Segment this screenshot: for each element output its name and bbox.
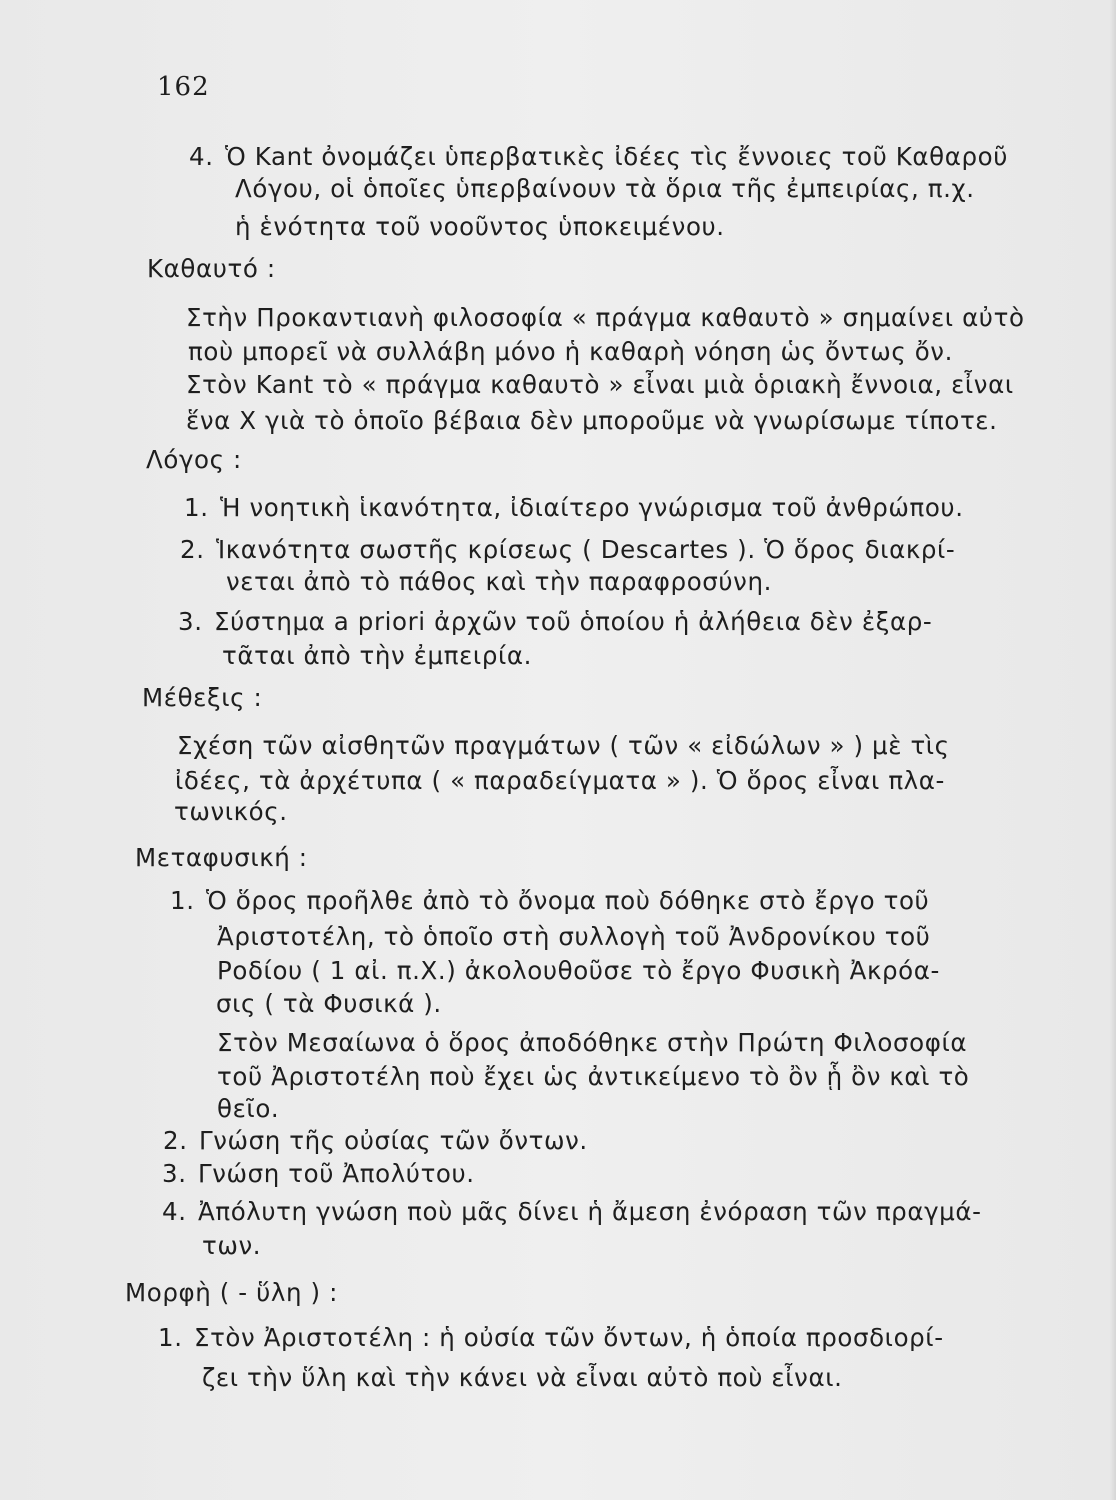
text-line: ἡ ἑνότητα τοῦ νοοῦντος ὑποκειμένου. [235, 212, 725, 241]
list-item [162, 1196, 982, 1228]
term-heading: Μορφὴ ( - ὕλη ) : [125, 1278, 338, 1307]
text-line: τᾶται ἀπὸ τὴν ἐμπειρία. [222, 641, 533, 670]
list-number: 1. [158, 1323, 183, 1352]
list-number: 4. [189, 142, 214, 171]
list-number: 2. [163, 1126, 188, 1155]
list-item [178, 606, 932, 638]
text-line: Στὸν Kant τὸ « πράγμα καθαυτὸ » εἶναι μιὰ ὁριακὴ ἔννοια, εἶναι [186, 370, 1014, 399]
list-number: 1. [184, 493, 209, 522]
term-heading: Μέθεξις : [142, 683, 263, 712]
term-heading: Καθαυτό : [147, 254, 276, 283]
text-line: των. [202, 1231, 262, 1260]
text-line: Γνώση τοῦ Ἀπολύτου. [198, 1159, 475, 1188]
list-item [184, 492, 964, 524]
list-number: 2. [180, 535, 205, 564]
text-line: ποὺ μπορεῖ νὰ συλλάβη μόνο ἡ καθαρὴ νόηση ὡς ὄντως ὄν. [188, 337, 953, 366]
list-number: 3. [178, 607, 203, 636]
text-line: Ἀριστοτέλη, τὸ ὁποῖο στὴ συλλογὴ τοῦ Ἀνδρονίκου τοῦ [217, 922, 931, 951]
list-item [163, 1125, 588, 1157]
text-line: Γνώση τῆς οὐσίας τῶν ὄντων. [199, 1126, 588, 1155]
list-number: 1. [170, 886, 195, 915]
list-number: 4. [162, 1197, 187, 1226]
text-line: ἕνα X γιὰ τὸ ὁποῖο βέβαια δὲν μποροῦμε νὰ γνωρίσωμε τίποτε. [186, 406, 998, 435]
term-heading: Λόγος : [146, 445, 242, 474]
text-line: Ἱκανότητα σωστῆς κρίσεως ( Descartes ). Ὁ ὅρος διακρί- [216, 535, 956, 564]
text-line: Ροδίου ( 1 αἰ. π.Χ.) ἀκολουθοῦσε τὸ ἔργο Φυσικὴ Ἀκρόα- [217, 956, 940, 985]
text-line: Στὴν Προκαντιανὴ φιλοσοφία « πράγμα καθαυτὸ » σημαίνει αὐτὸ [186, 303, 1025, 332]
text-line: Ἀπόλυτη γνώση ποὺ μᾶς δίνει ἡ ἄμεση ἐνόραση τῶν πραγμά- [198, 1197, 982, 1226]
text-line: ἰδέες, τὰ ἀρχέτυπα ( « παραδείγματα » ). Ὁ ὅρος εἶναι πλα- [175, 766, 945, 795]
text-line: Σύστημα a priori ἀρχῶν τοῦ ὁποίου ἡ ἀλήθεια δὲν ἐξαρ- [214, 607, 933, 636]
page-number: 162 [157, 72, 210, 102]
list-item [170, 885, 929, 917]
text-line: Στὸν Μεσαίωνα ὁ ὅρος ἀποδόθηκε στὴν Πρώτη Φιλοσοφία [217, 1028, 968, 1057]
term-heading: Μεταφυσική : [135, 843, 308, 872]
list-number: 3. [162, 1159, 187, 1188]
text-line: ζει τὴν ὕλη καὶ τὴν κάνει νὰ εἶναι αὐτὸ ποὺ εἶναι. [202, 1363, 843, 1392]
text-line: Λόγου, οἱ ὁποῖες ὑπερβαίνουν τὰ ὅρια τῆς ἐμπειρίας, π.χ. [235, 174, 975, 203]
list-item [189, 141, 1008, 173]
text-line: θεῖο. [217, 1094, 280, 1123]
list-item [180, 534, 955, 566]
text-line: Ὁ ὅρος προῆλθε ἀπὸ τὸ ὄνομα ποὺ δόθηκε στὸ ἔργο τοῦ [206, 886, 930, 915]
text-line: τοῦ Ἀριστοτέλη ποὺ ἔχει ὡς ἀντικείμενο τὸ ὂν ᾗ ὂν καὶ τὸ [217, 1062, 970, 1091]
text-line: τωνικός. [174, 797, 288, 826]
text-line: νεται ἀπὸ τὸ πάθος καὶ τὴν παραφροσύνη. [226, 567, 772, 596]
list-item [162, 1158, 475, 1190]
text-line: Ὁ Kant ὀνομάζει ὑπερβατικὲς ἰδέες τὶς ἔννοιες τοῦ Καθαροῦ [225, 142, 1009, 171]
text-line: Ἡ νοητικὴ ἱκανότητα, ἰδιαίτερο γνώρισμα τοῦ ἀνθρώπου. [220, 493, 964, 522]
text-line: Σχέση τῶν αἰσθητῶν πραγμάτων ( τῶν « εἰδώλων » ) μὲ τὶς [177, 731, 950, 760]
page-edge-shadow [1110, 0, 1116, 1500]
text-line: Στὸν Ἀριστοτέλη : ἡ οὐσία τῶν ὄντων, ἡ ὁποία προσδιορί- [194, 1323, 944, 1352]
text-line: σις ( τὰ Φυσικά ). [216, 989, 442, 1018]
list-item [158, 1322, 944, 1354]
